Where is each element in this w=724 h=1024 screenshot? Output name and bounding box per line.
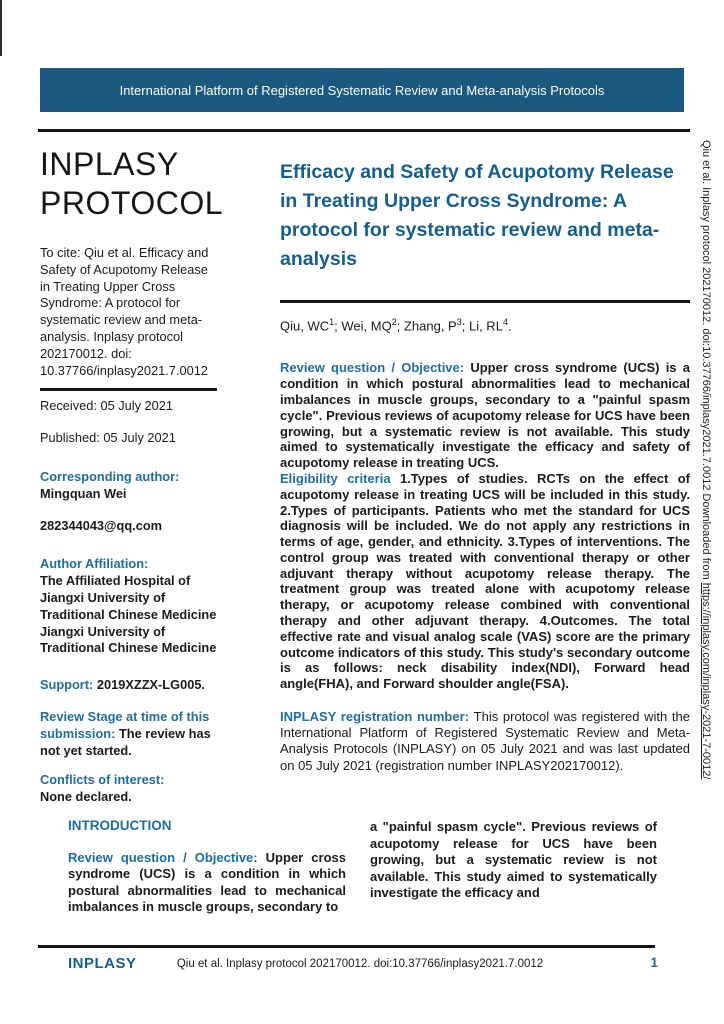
author-4-affil-sup: 4 — [502, 317, 508, 327]
introduction-paragraph-right: a "painful spasm cycle". Previous reviews of acupotomy release for UCS have been growing, but a systematic review is not available. This study aimed to systematically investigate the efficacy and — [370, 819, 657, 900]
top-divider — [38, 129, 690, 132]
review-stage-label: Review Stage at time of this submission: — [40, 708, 210, 741]
author-4: Li, RL — [468, 318, 503, 334]
author-1: Qiu, WC — [280, 318, 330, 334]
right-column — [280, 158, 690, 774]
support-label: Support: — [40, 677, 97, 693]
authors-line — [280, 314, 690, 334]
title-divider — [280, 300, 690, 303]
footer-logo: INPLASY — [68, 955, 137, 972]
introduction-left-column — [68, 818, 346, 916]
registration-label: INPLASY registration number: — [280, 709, 474, 725]
author-3-affil-sup: 3 — [456, 317, 462, 327]
sidebar-download-link[interactable]: https://inplasy.com/inplasy-2021-7-0012/ — [700, 582, 712, 780]
affiliation-block — [40, 556, 218, 657]
review-question-label: Review question / Objective: — [280, 360, 471, 376]
registration-text: This protocol was registered with the International Platform of Registered Systematic Review and Meta-Analysis Protocols (INPLASY) on 05 July 2021 and was last updated on 05 July 2021 (registration number INPLASY202170012). — [280, 709, 690, 773]
eligibility-text: 1.Types of studies. RCTs on the effect of acupotomy release in treating UCS will be included in this study. 2.Types of participants. Patients who met the standard for UCS diagnosis will be included. We do not apply any restrictions in terms of age, gender, and ethnicity. 3.Types of interventions. The control group was treated with conventional therapy or other adjuvant therapy without acupotomy release therapy. The treatment group was treated alone with acupotomy release therapy, or acupotomy release combined with conventional therapy and other adjuvant therapy. 4.Outcomes. The total effective rate and visual analog scale (VAS) score are the primary outcome indicators of this study. This study's secondary outcome is as follows: neck disability index(NDI), Forward head angle(FHA), and Forward shoulder angle(FSA). — [280, 470, 690, 692]
abstract-block — [280, 360, 690, 692]
corresponding-author-name: Mingquan Wei — [40, 485, 127, 501]
footer-divider — [38, 945, 655, 948]
introduction-review-question-text: Upper cross syndrome (UCS) is a condition in which postural abnormalities lead to mechanical imbalances in muscle groups, secondary to — [68, 849, 346, 914]
introduction-paragraph-left — [68, 850, 346, 916]
review-stage-block — [40, 709, 218, 759]
introduction-right-column — [370, 819, 657, 902]
support-block — [40, 677, 218, 694]
introduction-review-question-label: Review question / Objective: — [68, 849, 266, 865]
masthead-line2: PROTOCOL — [40, 185, 223, 221]
eligibility-label: Eligibility criteria — [280, 470, 400, 486]
corresponding-author-email: 282344043@qq.com — [40, 517, 163, 533]
masthead — [40, 145, 223, 223]
footer-citation: Qiu et al. Inplasy protocol 202170012. doi:10.37766/inplasy2021.7.0012 — [176, 958, 544, 970]
review-stage-value: The review has not yet started. — [40, 725, 211, 758]
review-question-text: Upper cross syndrome (UCS) is a condition in which postural abnormalities lead to mechanical imbalances in muscle groups, secondary to a "painful spasm cycle". Previous reviews of acupotomy release for UCS have been growing, but a systematic review is not available. This study aimed to systematically investigate the efficacy and safety of acupotomy release in treating UCS. — [280, 360, 690, 471]
conflicts-label: Conflicts of interest: — [40, 772, 165, 788]
published-date: Published: 05 July 2021 — [40, 430, 176, 446]
affiliation-label: Author Affiliation: — [40, 556, 149, 572]
article-title: Efficacy and Safety of Acupotomy Release in Treating Upper Cross Syndrome: A protocol for systematic review and meta-analysis — [280, 161, 674, 270]
introduction-heading: INTRODUCTION — [68, 818, 172, 833]
author-2-affil-sup: 2 — [391, 317, 397, 327]
support-value: 2019XZZX-LG005. — [96, 677, 205, 693]
to-cite-text: To cite: Qiu et al. Efficacy and Safety of Acupotomy Release in Treating Upper Cross Syndrome: A protocol for systematic review and meta-analysis. Inplasy protocol 202170012. doi: 10.37766/inplasy2021.7.0012 — [40, 245, 209, 378]
author-separator: ; — [396, 318, 404, 334]
left-column — [40, 145, 223, 806]
platform-banner — [40, 68, 684, 112]
authors-period: . — [507, 318, 512, 334]
author-2: Wei, MQ — [341, 318, 392, 334]
platform-banner-text: International Platform of Registered Systematic Review and Meta-analysis Protocols — [119, 82, 605, 98]
affiliation-text: The Affiliated Hospital of Jiangxi University of Traditional Chinese Medicine Jiangxi University of Traditional Chinese Medicine — [40, 573, 217, 656]
eligibility-paragraph — [280, 471, 690, 692]
received-date: Received: 05 July 2021 — [40, 398, 174, 414]
conflicts-block — [40, 772, 218, 806]
masthead-line1: INPLASY — [40, 146, 179, 182]
corresponding-author-label: Corresponding author: — [40, 468, 180, 484]
sidebar-vertical-citation — [700, 140, 712, 779]
conflicts-value: None declared. — [40, 789, 132, 805]
left-divider — [40, 388, 217, 391]
review-question-paragraph — [280, 360, 690, 471]
author-3: Zhang, P — [403, 318, 457, 334]
author-separator: ; — [461, 318, 469, 334]
author-separator: ; — [334, 318, 342, 334]
sidebar-citation-text: Qiu et al. Inplasy protocol 202170012. doi:10.37766/inplasy2021.7.0012 Downloaded from — [700, 140, 712, 583]
registration-paragraph — [280, 709, 690, 774]
author-1-affil-sup: 1 — [329, 317, 335, 327]
page-number: 1 — [650, 955, 658, 970]
scan-edge-artifact — [0, 0, 2, 56]
corresponding-author-block — [40, 469, 218, 503]
